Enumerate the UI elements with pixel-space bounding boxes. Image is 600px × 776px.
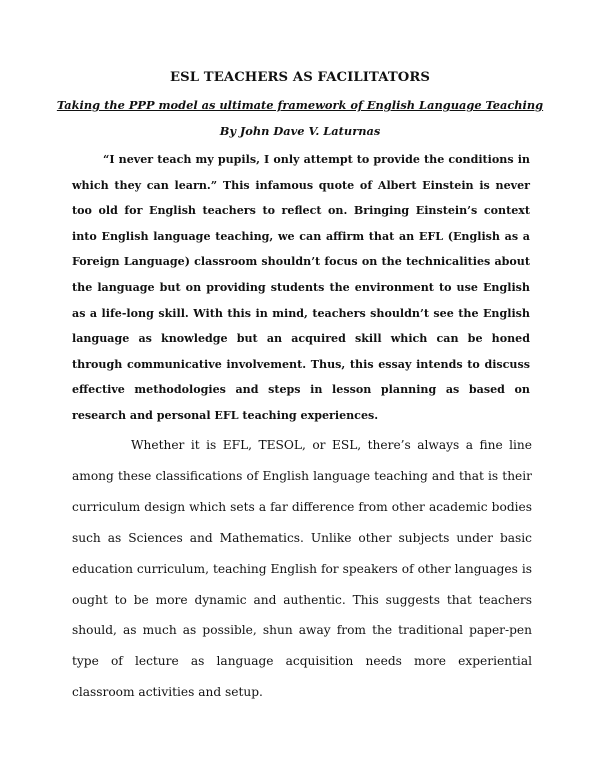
document-subtitle: Taking the PPP model as ultimate framework of English Language Teaching: [56, 98, 544, 112]
intro-paragraph-block: [72, 147, 530, 429]
intro-paragraph: “I never teach my pupils, I only attempt to provide the conditions in which they can learn.” This infamous quote of Albert Einstein is never too old for English teachers to reflect on. Bringing Einstein’s context into English language teaching, we can affirm that an EFL (English as a Foreign Language) classroom shouldn’t focus on the technicalities about the language but on providing students the environment to use English as a life-long skill. With this in mind, teachers shouldn’t see the English language as knowledge but an acquired skill which can be honed through communicative involvement. Thus, this essay intends to discuss effective methodologies and steps in lesson planning as based on research and personal EFL teaching experiences.: [72, 153, 530, 422]
document-author: By John Dave V. Laturnas: [219, 124, 381, 138]
document-title: ESL TEACHERS AS FACILITATORS: [169, 70, 431, 85]
body-paragraph: Whether it is EFL, TESOL, or ESL, there’s always a fine line among these classifications of English language teaching and that is their curriculum design which sets a far difference from other academic bodies such as Sciences and Mathematics. Unlike other subjects under basic education curriculum, teaching English for speakers of other languages is ought to be more dynamic and authentic. This suggests that teachers should, as much as possible, shun away from the traditional paper-pen type of lecture as language acquisition needs more experiential classroom activities and setup.: [72, 438, 532, 700]
body-paragraph-block: [72, 430, 532, 708]
